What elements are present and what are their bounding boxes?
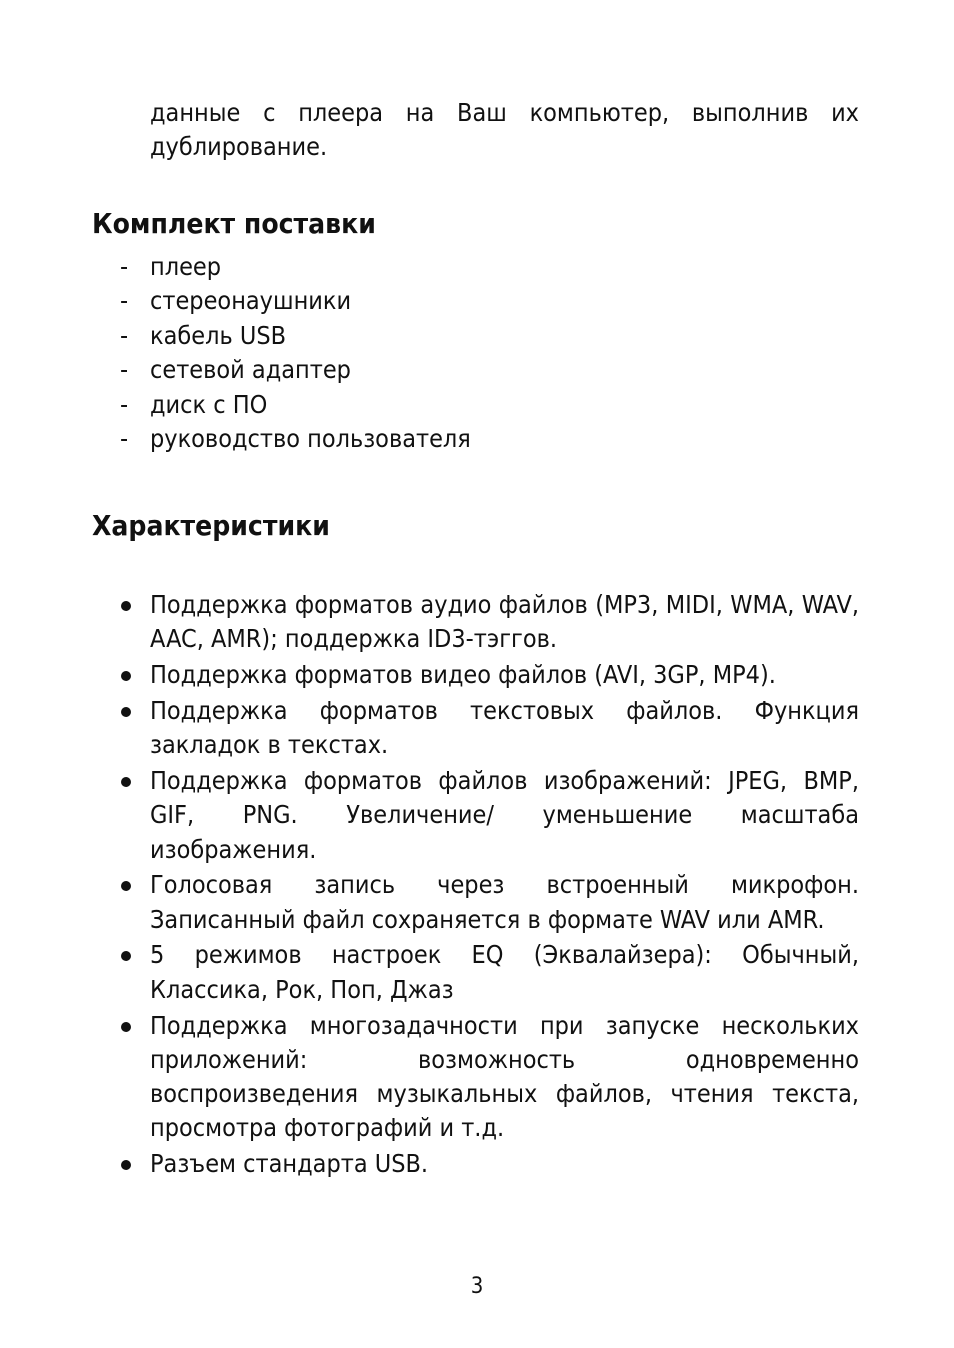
list-item-text: Поддержка форматов аудио файлов (MP3, MIDI, WMA, WAV, AAC, AMR); поддержка ID3-тэггов. bbox=[150, 590, 859, 654]
list-item-text: плеер bbox=[150, 252, 222, 281]
kit-heading: Комплект поставки bbox=[92, 207, 376, 240]
list-item-text: сетевой адаптер bbox=[150, 355, 351, 385]
list-item bbox=[120, 658, 859, 692]
list-item-text: Поддержка форматов файлов изображений: JPEG, BMP, GIF, PNG. Увеличение/ уменьшение масштаба изображения. bbox=[150, 765, 859, 864]
list-item-text: Поддержка форматов видео файлов (AVI, 3GP, MP4). bbox=[150, 660, 776, 690]
list-item-text: диск с ПО bbox=[150, 389, 268, 419]
list-item bbox=[120, 284, 471, 318]
specs-heading: Характеристики bbox=[92, 509, 330, 542]
dash-marker: - bbox=[120, 252, 129, 281]
list-item bbox=[120, 1147, 859, 1181]
list-item-text: Голосовая запись через встроенный микрофон. Записанный файл сохраняется в формате WAV или AMR. bbox=[150, 870, 859, 934]
list-item-text: Поддержка многозадачности при запуске нескольких приложений: возможность одновременно воспроизведения музыкальных файлов, чтения текста, просмотра фотографий и т.д. bbox=[150, 1010, 859, 1143]
dash-marker: - bbox=[120, 320, 129, 350]
bullet-icon bbox=[121, 881, 131, 891]
list-item bbox=[120, 422, 471, 456]
list-item-text: 5 режимов настроек EQ (Эквалайзера): Обычный, Классика, Рок, Поп, Джаз bbox=[150, 940, 859, 1004]
dash-marker: - bbox=[120, 389, 129, 419]
bullet-icon bbox=[121, 777, 131, 787]
dash-marker: - bbox=[120, 355, 129, 385]
bullet-icon bbox=[121, 671, 131, 681]
list-item-text: Разъем стандарта USB. bbox=[150, 1149, 429, 1179]
specs-list bbox=[120, 588, 859, 1183]
list-item bbox=[120, 764, 859, 867]
bullet-icon bbox=[121, 1160, 131, 1170]
list-item-text: стереонаушники bbox=[150, 286, 352, 316]
intro-paragraph: данные с плеера на Ваш компьютер, выполнив их дублирование. bbox=[150, 98, 859, 161]
list-item bbox=[120, 588, 859, 657]
list-item bbox=[120, 250, 471, 284]
list-item-text: Поддержка форматов текстовых файлов. Функция закладок в текстах. bbox=[150, 695, 859, 760]
list-item bbox=[120, 353, 471, 387]
dash-marker: - bbox=[120, 286, 129, 316]
list-item bbox=[120, 694, 859, 763]
list-item-text: кабель USB bbox=[150, 320, 287, 350]
bullet-icon bbox=[121, 1022, 131, 1032]
list-item bbox=[120, 868, 859, 937]
page-number: 3 bbox=[470, 1274, 484, 1299]
bullet-icon bbox=[121, 951, 131, 961]
dash-marker: - bbox=[120, 424, 129, 454]
kit-list bbox=[120, 250, 471, 456]
bullet-icon bbox=[121, 707, 131, 717]
bullet-icon bbox=[121, 601, 131, 611]
list-item-text: руководство пользователя bbox=[150, 424, 471, 454]
list-item bbox=[120, 319, 471, 353]
list-item bbox=[120, 938, 859, 1007]
list-item bbox=[120, 388, 471, 422]
list-item bbox=[120, 1009, 859, 1146]
